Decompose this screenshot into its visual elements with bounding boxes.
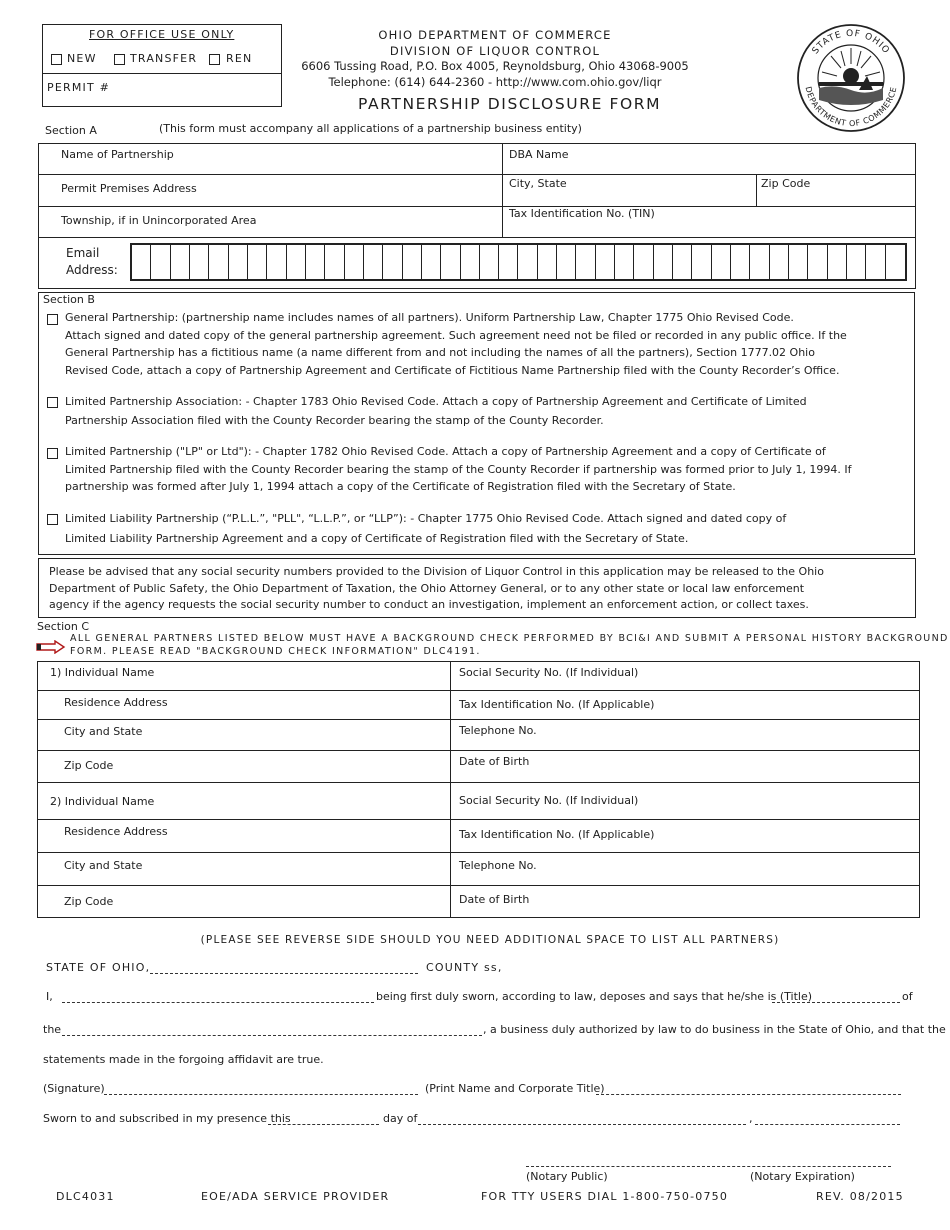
new-checkbox[interactable] [51,54,62,65]
partner-1-dob-field[interactable]: Date of Birth [459,755,530,768]
business-name-line[interactable] [62,1035,482,1036]
year-line[interactable] [755,1124,900,1125]
section-a-label: Section A [45,124,97,137]
title-line[interactable] [772,1002,900,1003]
lpa-line-2: Partnership Association filed with the County Recorder bearing the stamp of the County Recorder. [65,414,604,427]
email-char-cell[interactable] [673,245,692,281]
dba-name-field[interactable]: DBA Name [509,148,569,161]
partner-2-city-field[interactable]: City and State [64,859,143,872]
notice-line-3: agency if the agency requests the social security number to conduct an investigation, implement an enforcement action, or collect taxes. [49,598,809,611]
general-partnership-line-1: General Partnership: (partnership name includes names of all partners). Uniform Partnership Law, Chapter 1775 Ohio Revised Code. [65,311,794,324]
general-partnership-line-2: Attach signed and dated copy of the general partnership agreement. Such agreement need not be filed or recorded in any public office. If the [65,328,847,342]
sworn-statement: being first duly sworn, according to law, deposes and says that he/she is (Title) [376,990,813,1003]
email-char-cell[interactable] [789,245,808,281]
agency-header [300,28,690,90]
partner-1-zip-field[interactable]: Zip Code [64,759,114,772]
email-char-cell[interactable] [248,245,267,281]
day-line[interactable] [268,1124,379,1125]
seal-sun [843,68,859,84]
limited-liability-partnership-text [65,509,786,549]
email-char-cell[interactable] [576,245,595,281]
ren-checkbox[interactable] [209,54,220,65]
notary-line[interactable] [526,1166,891,1167]
email-char-cell[interactable] [171,245,190,281]
partner-2-name-field[interactable]: 2) Individual Name [50,795,155,808]
transfer-checkbox[interactable] [114,54,125,65]
email-char-cell[interactable] [325,245,344,281]
email-address-input[interactable] [130,243,907,281]
arrow-right-icon [36,640,66,654]
email-char-cell[interactable] [403,245,422,281]
partner-2-ssn-field[interactable]: Social Security No. (If Individual) [459,794,639,807]
email-char-cell[interactable] [538,245,557,281]
email-char-cell[interactable] [712,245,731,281]
office-use-title: FOR OFFICE USE ONLY [89,28,235,41]
lp-line-3: partnership was formed after July 1, 1994 attach a copy of the Certificate of Registration filed with the Secretary of State. [65,480,736,493]
partner-1-city-field[interactable]: City and State [64,725,143,738]
partner-1-ssn-field[interactable]: Social Security No. (If Individual) [459,666,639,679]
email-label-line-1: Email [66,246,100,260]
notary-public-label: (Notary Public) [526,1170,608,1183]
llp-line-1: Limited Liability Partnership (“P.L.L.”, "PLL", “L.L.P.”, or “LLP”): - Chapter 1775 Ohio Revised Code. Attach signed and dated copy of [65,512,787,525]
state-of-ohio-label: STATE OF OHIO, [46,961,151,974]
limited-partnership-association-text [65,392,807,430]
lp-line-2: Limited Partnership filed with the County Recorder bearing the stamp of the County Recorder if partnership was formed prior to July 1, 1994. If [65,462,852,476]
email-char-cell[interactable] [364,245,383,281]
partner-row-2c [37,885,920,886]
email-char-cell[interactable] [557,245,576,281]
lpa-line-1: Limited Partnership Association: - Chapter 1783 Ohio Revised Code. Attach a copy of Partnership Agreement and Certificate of Limited [65,395,807,408]
ohio-seal [795,24,908,132]
statements-true: statements made in the forgoing affidavit are true. [43,1053,324,1066]
tty-label: FOR TTY USERS DIAL 1-800-750-0750 [481,1190,729,1203]
email-char-cell[interactable] [422,245,441,281]
sworn-prefix: Sworn to and subscribed in my presence this [43,1112,291,1125]
email-char-cell[interactable] [808,245,827,281]
email-char-cell[interactable] [480,245,499,281]
email-char-cell[interactable] [654,245,673,281]
partner-1-name-field[interactable]: 1) Individual Name [50,666,155,679]
email-char-cell[interactable] [692,245,711,281]
limited-partnership-text [65,443,852,496]
zip-divider [756,174,757,206]
lp-line-1: Limited Partnership ("LP" or Ltd"): - Chapter 1782 Ohio Revised Code. Attach a copy of Partnership Agreement and a copy of Certificate of [65,445,826,458]
permit-label: PERMIT # [47,81,110,94]
email-char-cell[interactable] [770,245,789,281]
email-char-cell[interactable] [267,245,286,281]
partner-row-1d [37,782,920,783]
seal-top-text: STATE OF OHIO [810,28,892,57]
section-a-note: (This form must accompany all applications of a partnership business entity) [159,122,582,135]
print-name-line[interactable] [596,1094,901,1095]
seal-bottom-text: DEPARTMENT OF COMMERCE [803,85,899,129]
general-partnership-checkbox[interactable] [47,314,58,325]
instruction-line-2: FORM. PLEASE READ "BACKGROUND CHECK INFORMATION" DLC4191. [70,646,481,657]
month-line[interactable] [418,1124,746,1125]
email-char-cell[interactable] [847,245,866,281]
year-comma: , [749,1112,753,1125]
partner-2-tin-field[interactable]: Tax Identification No. (If Applicable) [459,828,655,841]
new-label: NEW [67,52,97,65]
county-line[interactable] [150,973,418,974]
limited-partnership-checkbox[interactable] [47,448,58,459]
email-char-cell[interactable] [499,245,518,281]
partner-2-residence-field[interactable]: Residence Address [64,825,168,838]
signature-line[interactable] [104,1094,418,1095]
llp-line-2: Limited Liability Partnership Agreement and a copy of Certificate of Registration filed with the Secretary of State. [65,532,689,545]
partner-2-zip-field[interactable]: Zip Code [64,895,114,908]
ren-label: REN [226,52,253,65]
signature-label: (Signature) [43,1082,105,1095]
agency-telephone: Telephone: (614) 644-2360 - http://www.com.ohio.gov/liqr [328,74,662,89]
print-name-label: (Print Name and Corporate Title) [425,1082,605,1095]
partner-1-tin-field[interactable]: Tax Identification No. (If Applicable) [459,698,655,711]
partner-row-2a [37,819,920,820]
email-char-cell[interactable] [634,245,653,281]
email-label [66,245,118,279]
i-prefix: I, [46,990,53,1003]
section-c-label: Section C [37,620,90,633]
email-char-cell[interactable] [596,245,615,281]
notice-line-1: Please be advised that any social security numbers provided to the Division of Liquor Control in this application may be released to the Ohio [49,565,824,578]
form-title: PARTNERSHIP DISCLOSURE FORM [358,95,662,113]
agency-name: OHIO DEPARTMENT OF COMMERCE [378,28,612,42]
email-char-cell[interactable] [461,245,480,281]
email-char-cell[interactable] [306,245,325,281]
email-char-cell[interactable] [209,245,228,281]
revision-label: REV. 08/2015 [816,1190,904,1203]
zip-code-field[interactable]: Zip Code [761,177,811,190]
transfer-label: TRANSFER [130,52,198,65]
email-char-cell[interactable] [151,245,170,281]
limited-liability-partnership-checkbox[interactable] [47,514,58,525]
partner-2-phone-field[interactable]: Telephone No. [459,859,537,872]
email-char-cell[interactable] [615,245,634,281]
row-divider-2 [38,206,916,207]
email-char-cell[interactable] [731,245,750,281]
division-name: DIVISION OF LIQUOR CONTROL [389,43,601,58]
email-char-cell[interactable] [190,245,209,281]
general-partnership-text [65,309,847,379]
partner-row-1c [37,750,920,751]
row-divider-1 [38,174,916,175]
instruction-line-1: ALL GENERAL PARTNERS LISTED BELOW MUST HAVE A BACKGROUND CHECK PERFORMED BY BCI&I AND SUBMIT A PERSONAL HISTORY BACKGROUND [70,633,949,644]
city-state-field[interactable]: City, State [509,177,567,190]
township-field[interactable]: Township, if in Unincorporated Area [61,214,257,227]
email-char-cell[interactable] [828,245,847,281]
partners-col-divider [450,661,451,918]
reverse-side-note: (PLEASE SEE REVERSE SIDE SHOULD YOU NEED ADDITIONAL SPACE TO LIST ALL PARTNERS) [200,934,780,946]
partner-row-1a [37,690,920,691]
email-char-cell[interactable] [229,245,248,281]
partner-row-2b [37,852,920,853]
section-b-label: Section B [43,293,95,306]
partner-1-phone-field[interactable]: Telephone No. [459,724,537,737]
email-char-cell[interactable] [866,245,885,281]
county-label: COUNTY ss, [426,961,503,974]
eoe-label: EOE/ADA SERVICE PROVIDER [201,1190,390,1203]
limited-partnership-association-checkbox[interactable] [47,397,58,408]
partnership-name-field[interactable]: Name of Partnership [61,148,174,161]
partner-2-dob-field[interactable]: Date of Birth [459,893,530,906]
email-char-cell[interactable] [287,245,306,281]
email-char-cell[interactable] [441,245,460,281]
office-divider [42,73,282,74]
the-prefix: the [43,1023,62,1036]
email-label-line-2: Address: [66,263,118,277]
day-of-label: day of [383,1112,418,1125]
row-divider-3 [38,237,916,238]
agency-address: 6606 Tussing Road, P.O. Box 4005, Reynoldsburg, Ohio 43068-9005 [301,59,689,73]
email-char-cell[interactable] [519,245,538,281]
email-char-cell[interactable] [132,245,151,281]
of-label: of [902,990,913,1003]
partner-row-1b [37,719,920,720]
email-char-cell[interactable] [750,245,769,281]
affiant-name-line[interactable] [62,1002,374,1003]
col-divider [502,143,503,237]
premises-address-field[interactable]: Permit Premises Address [61,182,197,195]
email-char-cell[interactable] [383,245,402,281]
ssn-notice-text [49,564,824,614]
general-partnership-line-4: Revised Code, attach a copy of Partnership Agreement and Certificate of Fictitious Name Partnership filed with the County Recorder’s Office. [65,363,840,377]
business-authorized-statement: , a business duly authorized by law to do business in the State of Ohio, and that the [483,1023,946,1036]
notary-expiration-label: (Notary Expiration) [750,1170,855,1183]
general-partnership-line-3: General Partnership has a fictitious name (a name different from and not including the names of all the partners), Section 1777.02 Ohio [65,346,815,359]
form-number: DLC4031 [56,1190,115,1203]
background-check-instruction [70,632,949,658]
notice-line-2: Department of Public Safety, the Ohio Department of Taxation, the Ohio Attorney General, or to any other state or local law enforcement [49,581,805,595]
partner-1-residence-field[interactable]: Residence Address [64,696,168,709]
tin-field[interactable]: Tax Identification No. (TIN) [509,207,655,220]
email-char-cell[interactable] [345,245,364,281]
